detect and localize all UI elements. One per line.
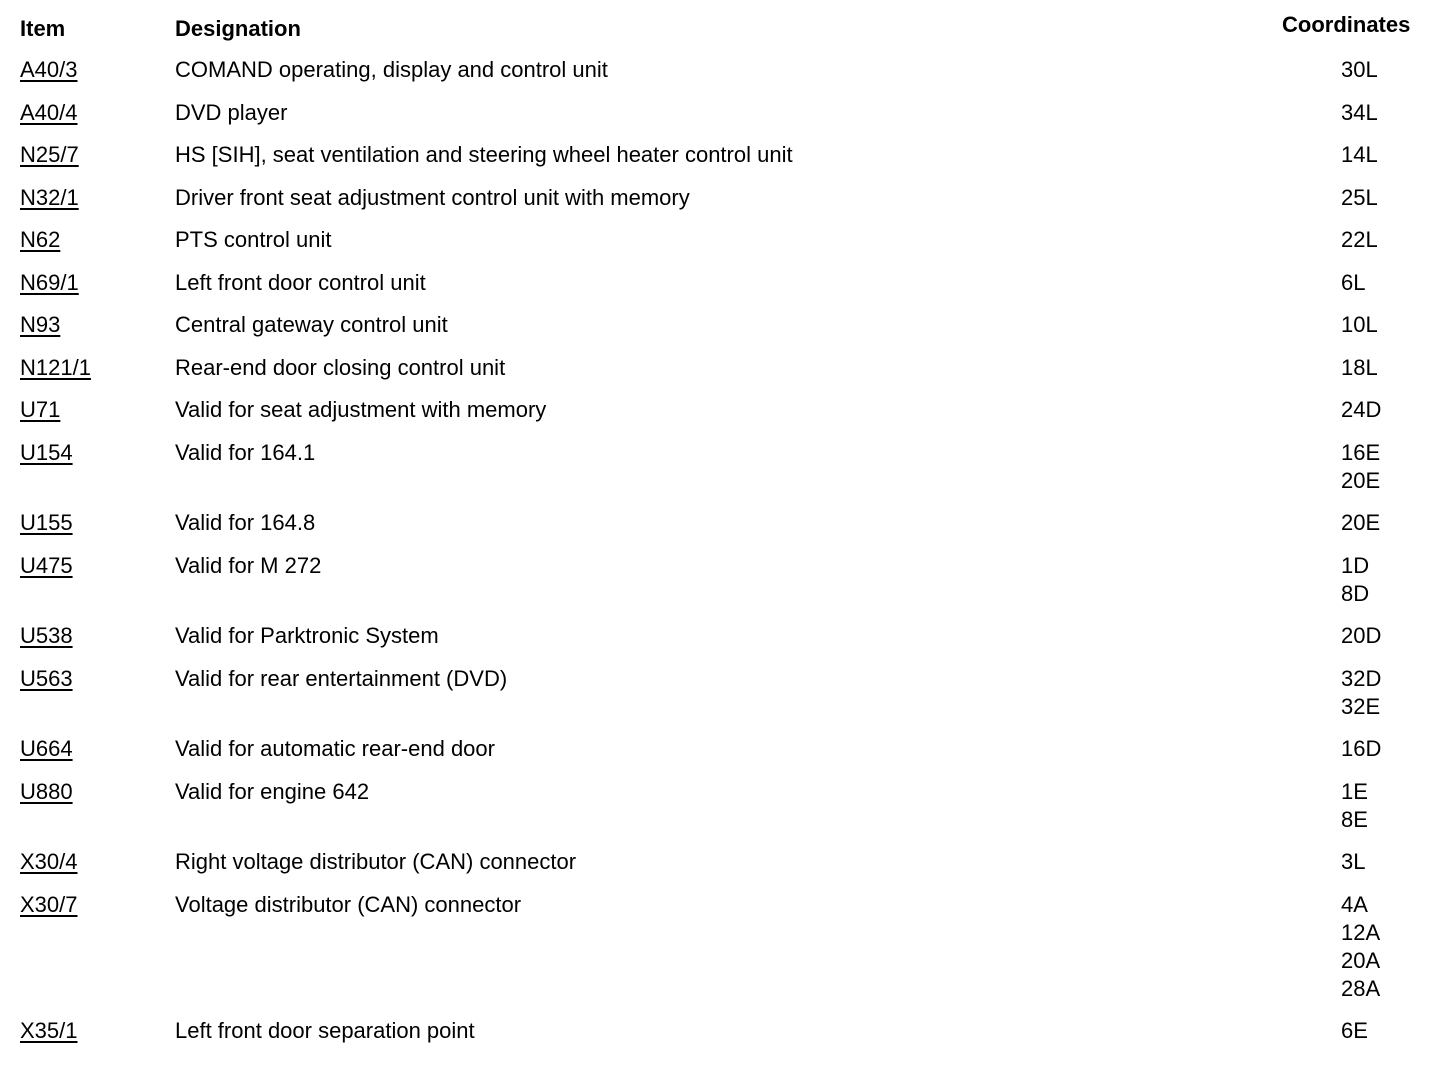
table-row — [0, 439, 1440, 510]
coordinate-value: 30L — [1341, 57, 1378, 82]
item-link[interactable]: A40/3 — [20, 57, 78, 82]
coordinate-value: 25L — [1341, 184, 1378, 210]
designation-text: Right voltage distributor (CAN) connector — [175, 849, 577, 874]
designation-text: Valid for rear entertainment (DVD) — [175, 665, 508, 691]
designation-text: Valid for 164.8 — [175, 510, 316, 535]
column-header-coordinates: Coordinates — [1282, 12, 1411, 37]
coordinate-value: 28A — [1341, 975, 1381, 1001]
coordinate-value: 20D — [1341, 623, 1382, 648]
coordinates-cell — [1341, 665, 1431, 721]
designation-text: COMAND operating, display and control unit — [175, 57, 608, 82]
column-header-item: Item — [20, 16, 66, 41]
designation-text: Central gateway control unit — [175, 312, 448, 337]
item-link[interactable]: N121/1 — [20, 354, 91, 380]
designation-text: Valid for M 272 — [175, 552, 322, 578]
coordinate-value: 4A — [1341, 891, 1368, 917]
coordinates-cell — [1341, 226, 1431, 254]
coordinates-cell — [1341, 56, 1431, 84]
designation-text: DVD player — [175, 99, 288, 125]
coordinates-cell — [1341, 778, 1431, 834]
item-link[interactable]: U154 — [20, 439, 73, 465]
table-row — [0, 509, 1440, 552]
table-row — [0, 778, 1440, 849]
item-link[interactable]: U71 — [20, 397, 61, 422]
designation-text: Valid for 164.1 — [175, 439, 316, 465]
designation-text: PTS control unit — [175, 227, 332, 252]
designation-text: Driver front seat adjustment control unit with memory — [175, 184, 690, 210]
coordinate-value: 1E — [1341, 778, 1368, 804]
designation-text: Valid for Parktronic System — [175, 623, 439, 648]
coordinate-value: 1D — [1341, 552, 1370, 578]
coordinate-value: 20E — [1341, 510, 1381, 535]
coordinates-cell — [1341, 311, 1431, 339]
table-row — [0, 226, 1440, 269]
table-row — [0, 99, 1440, 142]
coordinate-value: 16D — [1341, 736, 1382, 761]
coordinate-value: 8E — [1341, 806, 1368, 832]
item-link[interactable]: N25/7 — [20, 142, 79, 167]
coordinates-cell — [1341, 99, 1431, 127]
designation-text: Left front door separation point — [175, 1018, 475, 1043]
coordinate-value: 12A — [1341, 919, 1381, 945]
designation-text: Valid for seat adjustment with memory — [175, 397, 547, 422]
coordinate-value: 6L — [1341, 269, 1366, 295]
designation-text: Valid for engine 642 — [175, 778, 370, 804]
item-link[interactable]: U155 — [20, 510, 73, 535]
coordinate-value: 20A — [1341, 947, 1381, 973]
column-header-designation: Designation — [175, 16, 301, 41]
table-row — [0, 311, 1440, 354]
item-link[interactable]: U563 — [20, 665, 73, 691]
coordinate-value: 10L — [1341, 312, 1378, 337]
designation-text: Valid for automatic rear-end door — [175, 736, 495, 761]
coordinate-value: 32E — [1341, 693, 1381, 719]
coordinate-value: 22L — [1341, 227, 1378, 252]
designation-text: HS [SIH], seat ventilation and steering wheel heater control unit — [175, 142, 793, 167]
coordinate-value: 20E — [1341, 467, 1381, 493]
item-link[interactable]: U475 — [20, 552, 73, 578]
table-row — [0, 735, 1440, 778]
table-row — [0, 622, 1440, 665]
coordinates-cell — [1341, 269, 1431, 297]
table-row — [0, 848, 1440, 891]
coordinate-value: 8D — [1341, 580, 1370, 606]
item-link[interactable]: X30/7 — [20, 891, 78, 917]
coordinates-cell — [1341, 1017, 1431, 1045]
designation-text: Voltage distributor (CAN) connector — [175, 891, 522, 917]
coordinates-cell — [1341, 848, 1431, 876]
coordinate-value: 14L — [1341, 142, 1378, 167]
item-link[interactable]: N93 — [20, 312, 61, 337]
table-row — [0, 184, 1440, 227]
table-row — [0, 1017, 1440, 1060]
coordinate-value: 18L — [1341, 354, 1378, 380]
item-link[interactable]: A40/4 — [20, 99, 78, 125]
coordinates-cell — [1341, 622, 1431, 650]
table-row — [0, 141, 1440, 184]
item-link[interactable]: X30/4 — [20, 849, 78, 874]
table-row — [0, 552, 1440, 623]
coordinates-cell — [1341, 354, 1431, 382]
coordinates-cell — [1341, 735, 1431, 763]
item-link[interactable]: N32/1 — [20, 184, 79, 210]
coordinate-value: 3L — [1341, 849, 1366, 874]
item-link[interactable]: U664 — [20, 736, 73, 761]
coordinates-cell — [1341, 891, 1431, 1003]
item-link[interactable]: N62 — [20, 227, 61, 252]
designation-text: Rear-end door closing control unit — [175, 354, 506, 380]
item-link[interactable]: N69/1 — [20, 269, 79, 295]
coordinate-value: 32D — [1341, 665, 1382, 691]
table-row — [0, 354, 1440, 397]
table-header — [0, 0, 1440, 56]
table-row — [0, 56, 1440, 99]
coordinates-cell — [1341, 509, 1431, 537]
coordinates-cell — [1341, 552, 1431, 608]
table-row — [0, 396, 1440, 439]
coordinate-value: 16E — [1341, 439, 1381, 465]
coordinate-value: 6E — [1341, 1018, 1368, 1043]
designation-text: Left front door control unit — [175, 269, 426, 295]
coordinates-cell — [1341, 141, 1431, 169]
item-link[interactable]: U538 — [20, 623, 73, 648]
table-body — [0, 56, 1440, 1060]
table-row — [0, 665, 1440, 736]
table-row — [0, 891, 1440, 1018]
coordinate-value: 24D — [1341, 397, 1382, 422]
coordinate-value: 34L — [1341, 99, 1378, 125]
coordinates-cell — [1341, 439, 1431, 495]
table-row — [0, 269, 1440, 312]
item-link[interactable]: X35/1 — [20, 1018, 78, 1043]
item-link[interactable]: U880 — [20, 778, 73, 804]
coordinates-cell — [1341, 184, 1431, 212]
coordinates-cell — [1341, 396, 1431, 424]
